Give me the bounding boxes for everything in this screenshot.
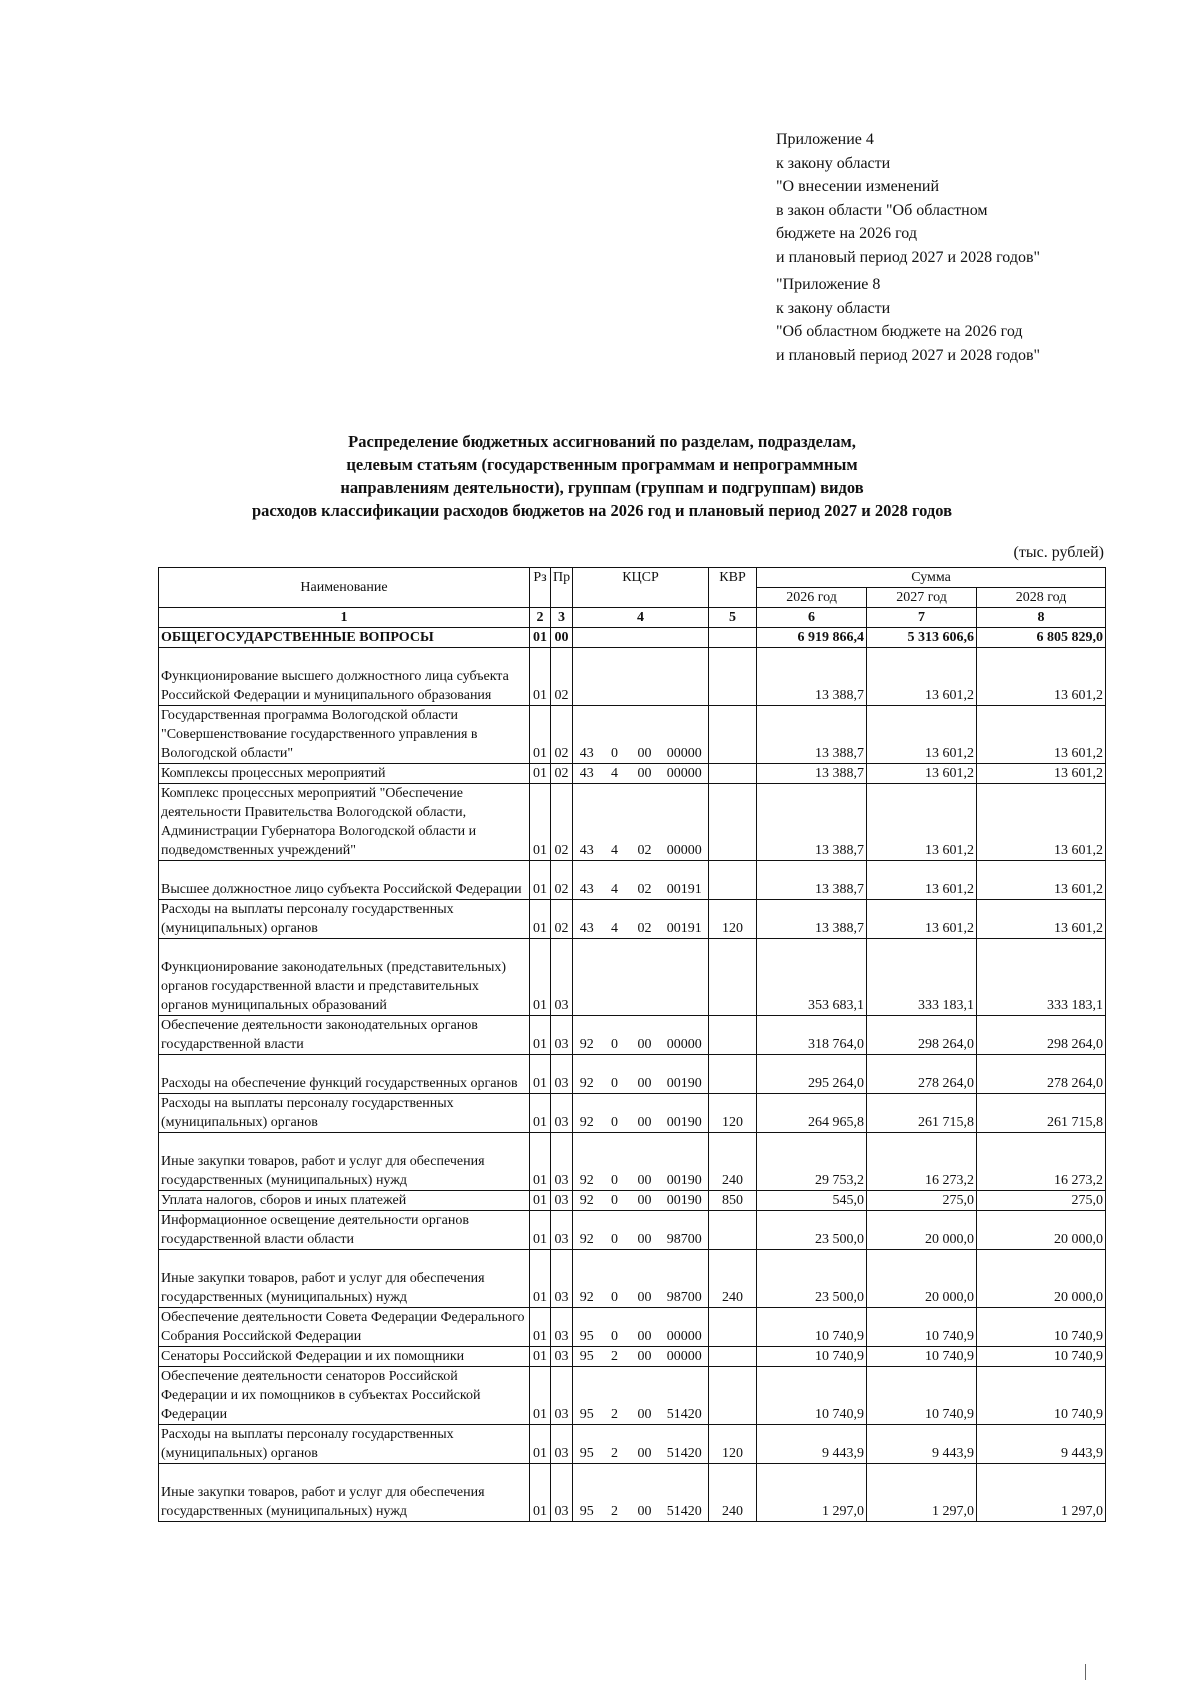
table-row [159, 861, 1106, 900]
cell-pr: 03 [551, 1464, 573, 1522]
title-line: Распределение бюджетных ассигнований по разделам, подразделам, [348, 432, 856, 451]
col-number: 1 [159, 608, 530, 628]
cell-s1: 264 965,8 [757, 1094, 867, 1133]
cell-s1: 13 388,7 [757, 784, 867, 861]
cell-s2: 333 183,1 [867, 939, 977, 1016]
cell-rz: 01 [530, 1464, 551, 1522]
cell-k1: 43 [573, 706, 601, 764]
cell-s2: 13 601,2 [867, 706, 977, 764]
cell-k1: 95 [573, 1464, 601, 1522]
cell-name: Расходы на обеспечение функций государственных органов [159, 1055, 530, 1094]
cell-kvr [709, 1367, 757, 1425]
cell-k2: 4 [601, 764, 629, 784]
cell-name: Обеспечение деятельности законодательных органов государственной власти [159, 1016, 530, 1055]
cell-rz: 01 [530, 939, 551, 1016]
cell-name: Обеспечение деятельности Совета Федерации Федерального Собрания Российской Федерации [159, 1308, 530, 1347]
cell-k4: 00000 [661, 764, 709, 784]
cell-rz: 01 [530, 1250, 551, 1308]
cell-pr: 03 [551, 1347, 573, 1367]
cell-s3: 20 000,0 [977, 1211, 1106, 1250]
cell-rz: 01 [530, 1055, 551, 1094]
cell-s2: 5 313 606,6 [867, 628, 977, 648]
cell-s1: 23 500,0 [757, 1211, 867, 1250]
cell-s1: 10 740,9 [757, 1367, 867, 1425]
header-kvr: КВР [709, 568, 757, 608]
cell-name: Уплата налогов, сборов и иных платежей [159, 1191, 530, 1211]
cell-kvr: 120 [709, 900, 757, 939]
cell-s1: 10 740,9 [757, 1347, 867, 1367]
cell-s3: 278 264,0 [977, 1055, 1106, 1094]
cell-s1: 29 753,2 [757, 1133, 867, 1191]
cell-s1: 318 764,0 [757, 1016, 867, 1055]
table-row [159, 1308, 1106, 1347]
cell-s1: 9 443,9 [757, 1425, 867, 1464]
col-number: 8 [977, 608, 1106, 628]
cell-k2: 0 [601, 1191, 629, 1211]
cell-rz: 01 [530, 900, 551, 939]
cell-pr: 03 [551, 1308, 573, 1347]
cell-s1: 13 388,7 [757, 900, 867, 939]
cell-k2 [601, 628, 629, 648]
table-row [159, 1016, 1106, 1055]
cell-s2: 13 601,2 [867, 861, 977, 900]
table-row [159, 939, 1106, 1016]
cell-s2: 20 000,0 [867, 1211, 977, 1250]
cell-s2: 13 601,2 [867, 900, 977, 939]
appendix-line: к закону области [776, 299, 891, 317]
cell-s1: 545,0 [757, 1191, 867, 1211]
cell-name: Комплекс процессных мероприятий "Обеспечение деятельности Правительства Вологодской области, Администрации Губернатора Вологодской области и подведомственных учреждений" [159, 784, 530, 861]
cell-rz: 01 [530, 1425, 551, 1464]
cell-kvr [709, 648, 757, 706]
cell-k1 [573, 939, 601, 1016]
cell-k3 [629, 648, 661, 706]
cell-name: Иные закупки товаров, работ и услуг для обеспечения государственных (муниципальных) нужд [159, 1250, 530, 1308]
title-line: расходов классификации расходов бюджетов на 2026 год и плановый период 2027 и 2028 годов [252, 501, 952, 520]
cell-s2: 298 264,0 [867, 1016, 977, 1055]
cell-k1: 95 [573, 1367, 601, 1425]
cell-kvr [709, 939, 757, 1016]
table-row [159, 648, 1106, 706]
cell-s2: 10 740,9 [867, 1347, 977, 1367]
cell-s1: 13 388,7 [757, 861, 867, 900]
cell-pr: 03 [551, 939, 573, 1016]
cell-kvr: 120 [709, 1094, 757, 1133]
appendix-line: "Об областном бюджете на 2026 год [776, 323, 1023, 340]
col-number: 7 [867, 608, 977, 628]
header-row [159, 568, 1106, 588]
cell-pr: 03 [551, 1133, 573, 1191]
cell-k2 [601, 939, 629, 1016]
header-numbers-row [159, 608, 1106, 628]
cell-k3: 00 [629, 1094, 661, 1133]
cell-name: Государственная программа Вологодской области "Совершенствование государственного управления в Вологодской области" [159, 706, 530, 764]
cell-name: Иные закупки товаров, работ и услуг для обеспечения государственных (муниципальных) нужд [159, 1133, 530, 1191]
units-label: (тыс. рублей) [1013, 544, 1104, 561]
cell-name: Комплексы процессных мероприятий [159, 764, 530, 784]
cell-k1 [573, 648, 601, 706]
cell-k3 [629, 939, 661, 1016]
cell-rz: 01 [530, 706, 551, 764]
cell-kvr: 240 [709, 1464, 757, 1522]
cell-pr: 03 [551, 1250, 573, 1308]
cell-kvr [709, 706, 757, 764]
cell-pr: 02 [551, 764, 573, 784]
appendix-line: "О внесении изменений [776, 178, 940, 195]
cell-k2: 2 [601, 1464, 629, 1522]
cell-s2: 1 297,0 [867, 1464, 977, 1522]
cell-kvr: 850 [709, 1191, 757, 1211]
cell-s1: 23 500,0 [757, 1250, 867, 1308]
cell-s3: 13 601,2 [977, 861, 1106, 900]
cell-k3: 02 [629, 861, 661, 900]
cell-s2: 278 264,0 [867, 1055, 977, 1094]
cell-kvr [709, 1308, 757, 1347]
cell-rz: 01 [530, 1133, 551, 1191]
cell-k4: 00000 [661, 1308, 709, 1347]
col-number: 3 [551, 608, 573, 628]
cell-kvr [709, 1347, 757, 1367]
header-year-2027: 2027 год [867, 588, 977, 608]
cell-k4: 00190 [661, 1191, 709, 1211]
cell-k3: 00 [629, 764, 661, 784]
cell-s3: 275,0 [977, 1191, 1106, 1211]
budget-table [158, 567, 1106, 1522]
cell-s2: 9 443,9 [867, 1425, 977, 1464]
cell-name: Расходы на выплаты персоналу государственных (муниципальных) органов [159, 1094, 530, 1133]
cell-k1: 92 [573, 1250, 601, 1308]
table-row [159, 1250, 1106, 1308]
cell-k2: 0 [601, 1133, 629, 1191]
cell-kvr [709, 1055, 757, 1094]
cell-k4: 00190 [661, 1094, 709, 1133]
cell-pr: 02 [551, 648, 573, 706]
cell-k2: 0 [601, 1016, 629, 1055]
table-row [159, 1464, 1106, 1522]
table-row [159, 706, 1106, 764]
table-row [159, 1191, 1106, 1211]
cell-k2: 4 [601, 900, 629, 939]
cell-kvr [709, 1016, 757, 1055]
cell-s2: 20 000,0 [867, 1250, 977, 1308]
cell-s3: 9 443,9 [977, 1425, 1106, 1464]
cell-k2: 0 [601, 1250, 629, 1308]
cell-s1: 10 740,9 [757, 1308, 867, 1347]
appendix-line: к закону области [776, 154, 891, 172]
cell-k4 [661, 648, 709, 706]
appendix-line: в закон области "Об областном [776, 201, 988, 219]
cell-k2: 0 [601, 1211, 629, 1250]
cell-s3: 10 740,9 [977, 1308, 1106, 1347]
cell-k4 [661, 939, 709, 1016]
cell-k2: 0 [601, 1055, 629, 1094]
cell-rz: 01 [530, 1191, 551, 1211]
cell-k1: 43 [573, 900, 601, 939]
cell-pr: 03 [551, 1425, 573, 1464]
cell-k4: 00190 [661, 1133, 709, 1191]
cell-rz: 01 [530, 1367, 551, 1425]
cell-k1: 92 [573, 1133, 601, 1191]
cell-s3: 13 601,2 [977, 764, 1106, 784]
col-number: 4 [573, 608, 709, 628]
cell-k4: 98700 [661, 1211, 709, 1250]
cell-k2: 2 [601, 1347, 629, 1367]
cell-rz: 01 [530, 1016, 551, 1055]
cell-pr: 02 [551, 706, 573, 764]
appendix-line: и плановый период 2027 и 2028 годов" [776, 248, 1041, 266]
cell-k4: 98700 [661, 1250, 709, 1308]
cell-name: Функционирование высшего должностного лица субъекта Российской Федерации и муниципального образования [159, 648, 530, 706]
cell-k4: 00000 [661, 1347, 709, 1367]
cell-kvr [709, 628, 757, 648]
cell-kvr [709, 764, 757, 784]
cell-rz: 01 [530, 1211, 551, 1250]
table-row [159, 1094, 1106, 1133]
cell-s2: 13 601,2 [867, 764, 977, 784]
table-row [159, 784, 1106, 861]
cell-k1: 92 [573, 1211, 601, 1250]
cell-rz: 01 [530, 1308, 551, 1347]
table-row [159, 1347, 1106, 1367]
cell-rz: 01 [530, 784, 551, 861]
appendix-line: бюджете на 2026 год [776, 225, 917, 242]
cell-name: Высшее должностное лицо субъекта Российской Федерации [159, 861, 530, 900]
col-number: 2 [530, 608, 551, 628]
cell-k4 [661, 628, 709, 648]
cell-rz: 01 [530, 764, 551, 784]
title-line: направлениям деятельности), группам (группам и подгруппам) видов [340, 478, 864, 497]
cell-pr: 02 [551, 784, 573, 861]
cell-s2: 13 601,2 [867, 648, 977, 706]
header-sum: Сумма [757, 568, 1106, 588]
cell-name: Иные закупки товаров, работ и услуг для обеспечения государственных (муниципальных) нужд [159, 1464, 530, 1522]
cell-k1: 92 [573, 1191, 601, 1211]
cell-k3: 00 [629, 706, 661, 764]
header-kcsr: КЦСР [573, 568, 709, 608]
cell-s1: 295 264,0 [757, 1055, 867, 1094]
cell-k4: 00000 [661, 706, 709, 764]
cell-k3: 00 [629, 1464, 661, 1522]
table-row [159, 764, 1106, 784]
cell-s1: 6 919 866,4 [757, 628, 867, 648]
cell-k1: 92 [573, 1055, 601, 1094]
cell-s3: 10 740,9 [977, 1347, 1106, 1367]
cell-name: Расходы на выплаты персоналу государственных (муниципальных) органов [159, 1425, 530, 1464]
cell-name: Информационное освещение деятельности органов государственной власти области [159, 1211, 530, 1250]
cell-k3: 00 [629, 1191, 661, 1211]
cell-k3 [629, 628, 661, 648]
cell-s1: 1 297,0 [757, 1464, 867, 1522]
cell-rz: 01 [530, 628, 551, 648]
cell-kvr: 240 [709, 1250, 757, 1308]
cell-s1: 13 388,7 [757, 764, 867, 784]
cell-rz: 01 [530, 648, 551, 706]
cell-k4: 00000 [661, 1016, 709, 1055]
appendix-line: "Приложение 8 [776, 276, 881, 293]
cell-k1: 43 [573, 784, 601, 861]
cell-k4: 00190 [661, 1055, 709, 1094]
cell-k3: 00 [629, 1367, 661, 1425]
cell-s2: 275,0 [867, 1191, 977, 1211]
cell-name: ОБЩЕГОСУДАРСТВЕННЫЕ ВОПРОСЫ [159, 628, 530, 648]
cell-kvr [709, 784, 757, 861]
cell-kvr [709, 1211, 757, 1250]
cell-s2: 10 740,9 [867, 1367, 977, 1425]
cell-kvr: 240 [709, 1133, 757, 1191]
cell-k4: 00191 [661, 861, 709, 900]
cell-pr: 03 [551, 1211, 573, 1250]
cell-k1: 43 [573, 764, 601, 784]
cell-k1: 92 [573, 1094, 601, 1133]
cell-rz: 01 [530, 861, 551, 900]
cell-s3: 13 601,2 [977, 648, 1106, 706]
cell-s2: 10 740,9 [867, 1308, 977, 1347]
cell-k2: 0 [601, 1308, 629, 1347]
cell-k3: 00 [629, 1250, 661, 1308]
header-pr: Пр [551, 568, 573, 608]
cell-k3: 02 [629, 900, 661, 939]
cell-name: Функционирование законодательных (представительных) органов государственной власти и представительных органов муниципальных образований [159, 939, 530, 1016]
cell-s2: 16 273,2 [867, 1133, 977, 1191]
cell-k2: 4 [601, 784, 629, 861]
appendix-line: и плановый период 2027 и 2028 годов" [776, 346, 1041, 364]
cell-k4: 51420 [661, 1425, 709, 1464]
cell-s3: 298 264,0 [977, 1016, 1106, 1055]
cell-k3: 00 [629, 1425, 661, 1464]
cell-k2 [601, 648, 629, 706]
table-row [159, 1211, 1106, 1250]
col-number: 6 [757, 608, 867, 628]
cell-s3: 16 273,2 [977, 1133, 1106, 1191]
header-year-2026: 2026 год [757, 588, 867, 608]
cell-s3: 13 601,2 [977, 900, 1106, 939]
cell-name: Расходы на выплаты персоналу государственных (муниципальных) органов [159, 900, 530, 939]
cell-pr: 02 [551, 900, 573, 939]
cell-s1: 13 388,7 [757, 706, 867, 764]
cell-pr: 00 [551, 628, 573, 648]
cell-k3: 00 [629, 1055, 661, 1094]
cell-s2: 13 601,2 [867, 784, 977, 861]
cell-s3: 20 000,0 [977, 1250, 1106, 1308]
cell-s3: 13 601,2 [977, 784, 1106, 861]
col-number: 5 [709, 608, 757, 628]
cell-pr: 03 [551, 1016, 573, 1055]
cell-s3: 1 297,0 [977, 1464, 1106, 1522]
table-row [159, 1133, 1106, 1191]
header-rz: Рз [530, 568, 551, 608]
cell-k3: 00 [629, 1016, 661, 1055]
cell-name: Сенаторы Российской Федерации и их помощники [159, 1347, 530, 1367]
header-year-2028: 2028 год [977, 588, 1106, 608]
cell-s3: 13 601,2 [977, 706, 1106, 764]
cell-k3: 00 [629, 1211, 661, 1250]
table-body [159, 628, 1106, 1522]
cell-pr: 03 [551, 1367, 573, 1425]
cell-k1 [573, 628, 601, 648]
cell-k4: 00191 [661, 900, 709, 939]
cell-kvr [709, 861, 757, 900]
cell-name: Обеспечение деятельности сенаторов Российской Федерации и их помощников в субъектах Российской Федерации [159, 1367, 530, 1425]
cell-k4: 51420 [661, 1464, 709, 1522]
cell-pr: 02 [551, 861, 573, 900]
header-name: Наименование [159, 568, 530, 608]
cell-k3: 00 [629, 1308, 661, 1347]
cell-k4: 51420 [661, 1367, 709, 1425]
cell-k2: 0 [601, 706, 629, 764]
cell-k1: 95 [573, 1425, 601, 1464]
cell-rz: 01 [530, 1347, 551, 1367]
cell-k1: 43 [573, 861, 601, 900]
cell-k1: 95 [573, 1308, 601, 1347]
cell-pr: 03 [551, 1055, 573, 1094]
document-title [160, 430, 1044, 522]
cell-k1: 92 [573, 1016, 601, 1055]
cell-k2: 2 [601, 1425, 629, 1464]
cell-k2: 0 [601, 1094, 629, 1133]
cell-k2: 4 [601, 861, 629, 900]
appendix-line: Приложение 4 [776, 131, 874, 148]
table-row [159, 1367, 1106, 1425]
title-line: целевым статьям (государственным программам и непрограммным [346, 455, 858, 474]
cell-pr: 03 [551, 1191, 573, 1211]
cell-k2: 2 [601, 1367, 629, 1425]
cell-k4: 00000 [661, 784, 709, 861]
table-row [159, 900, 1106, 939]
cell-s3: 10 740,9 [977, 1367, 1106, 1425]
cell-s1: 353 683,1 [757, 939, 867, 1016]
scan-mark [1085, 1664, 1086, 1680]
cell-k3: 00 [629, 1347, 661, 1367]
cell-kvr: 120 [709, 1425, 757, 1464]
table-row [159, 1425, 1106, 1464]
cell-rz: 01 [530, 1094, 551, 1133]
cell-s1: 13 388,7 [757, 648, 867, 706]
cell-pr: 03 [551, 1094, 573, 1133]
table-row [159, 628, 1106, 648]
cell-s3: 6 805 829,0 [977, 628, 1106, 648]
table-row [159, 1055, 1106, 1094]
appendix-block [776, 128, 1040, 367]
cell-s3: 333 183,1 [977, 939, 1106, 1016]
cell-k3: 00 [629, 1133, 661, 1191]
cell-k1: 95 [573, 1347, 601, 1367]
cell-s2: 261 715,8 [867, 1094, 977, 1133]
cell-s3: 261 715,8 [977, 1094, 1106, 1133]
cell-k3: 02 [629, 784, 661, 861]
